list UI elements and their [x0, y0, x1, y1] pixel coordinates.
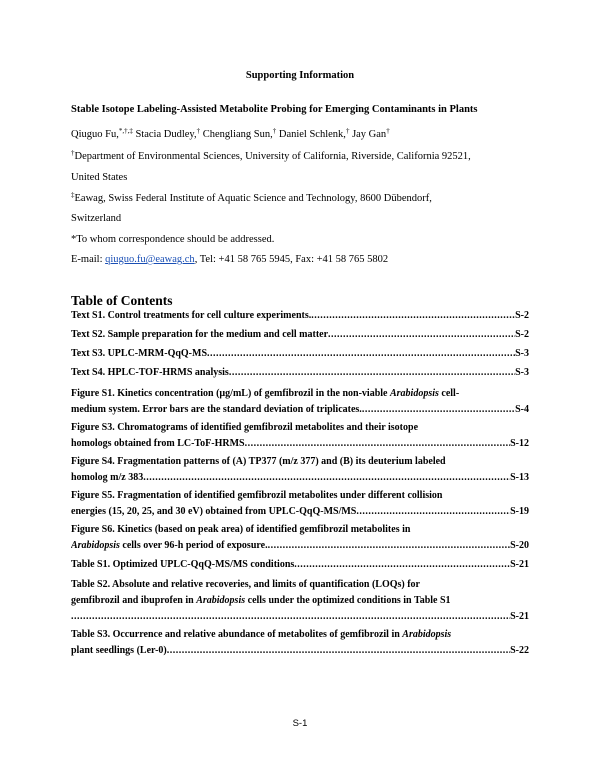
correspondence-note: *To whom correspondence should be addressed. — [71, 234, 275, 245]
contact-line: E-mail: qiuguo.fu@eawag.ch, Tel: +41 58 765 5945, Fax: +41 58 765 5802 — [71, 254, 389, 265]
author-list: Qiuguo Fu,*,†,‡ Stacia Dudley,† Chengliang Sun,† Daniel Schlenk,† Jay Gan† — [71, 127, 390, 140]
toc-entry-figure-s1[interactable]: Figure S1. Kinetics concentration (µg/mL) of gemfibrozil in the non-viable Arabidopsis cell- medium system. Error bars are the standard deviation of triplicates. ..... S-4 — [71, 386, 529, 418]
affiliation-ucr-line2: United States — [71, 172, 128, 183]
page-number: S-1 — [292, 718, 308, 729]
paper-title: Stable Isotope Labeling-Assisted Metabolite Probing for Emerging Contaminants in Plants — [71, 104, 478, 115]
author-1: Qiuguo Fu, — [71, 129, 119, 140]
toc-entry-figure-s4[interactable]: Figure S4. Fragmentation patterns of (A) TP377 (m/z 377) and (B) its deuterium labeled homolog m/z 383 ..... S-13 — [71, 454, 529, 486]
toc-entry-table-s1[interactable]: Table S1. Optimized UPLC-QqQ-MS/MS conditions ..... S-21 — [71, 557, 529, 573]
toc-entry-figure-s6[interactable]: Figure S6. Kinetics (based on peak area) of identified gemfibrozil metabolites in Arabidopsis cells over 96-h period of exposure. ..... S-20 — [71, 522, 529, 554]
author-3: Chengliang Sun, — [202, 129, 273, 140]
author-1-marks: *,†,‡ — [118, 127, 133, 135]
supporting-information-heading: Supporting Information — [245, 70, 355, 81]
toc-entry-table-s3[interactable]: Table S3. Occurrence and relative abundance of metabolites of gemfibrozil in Arabidopsis plant seedlings (Ler-0) ..... S-22 — [71, 627, 529, 659]
affiliation-ucr: †Department of Environmental Sciences, University of California, Riverside, California 92521, — [71, 149, 471, 162]
affiliation-eawag-line2: Switzerland — [71, 213, 122, 224]
email-link[interactable]: qiuguo.fu@eawag.ch — [105, 254, 195, 265]
toc-entry-figure-s5[interactable]: Figure S5. Fragmentation of identified gemfibrozil metabolites under different collision energies (15, 20, 25, and 30 eV) obtained from UPLC-QqQ-MS/MS ..... S-19 — [71, 488, 529, 520]
affiliation-eawag: ‡Eawag, Swiss Federal Institute of Aquatic Science and Technology, 8600 Dübendorf, — [71, 191, 432, 204]
toc-entry-text-s3[interactable]: Text S3. UPLC-MRM-QqQ-MS ..... S-3 — [71, 346, 529, 362]
toc-entry-text-s1[interactable]: Text S1. Control treatments for cell culture experiments. ..... S-2 — [71, 308, 529, 324]
toc-entry-text-s4[interactable]: Text S4. HPLC-TOF-HRMS analysis ..... S-3 — [71, 365, 529, 381]
author-4: Daniel Schlenk, — [278, 129, 346, 140]
toc-entry-figure-s3[interactable]: Figure S3. Chromatograms of identified gemfibrozil metabolites and their isotope homologs obtained from LC-ToF-HRMS ..... S-12 — [71, 420, 529, 452]
author-2: Stacia Dudley, — [135, 129, 197, 140]
toc-entry-table-s2[interactable]: Table S2. Absolute and relative recoveries, and limits of quantification (LOQs) for gemfibrozil and ibuprofen in Arabidopsis cells under the optimized conditions in Table S1 ..... S-21 — [71, 577, 529, 626]
toc-title: Table of Contents — [71, 293, 173, 308]
author-5: Jay Gan — [352, 129, 387, 140]
toc-entry-text-s2[interactable]: Text S2. Sample preparation for the medium and cell matter ..... S-2 — [71, 327, 529, 343]
